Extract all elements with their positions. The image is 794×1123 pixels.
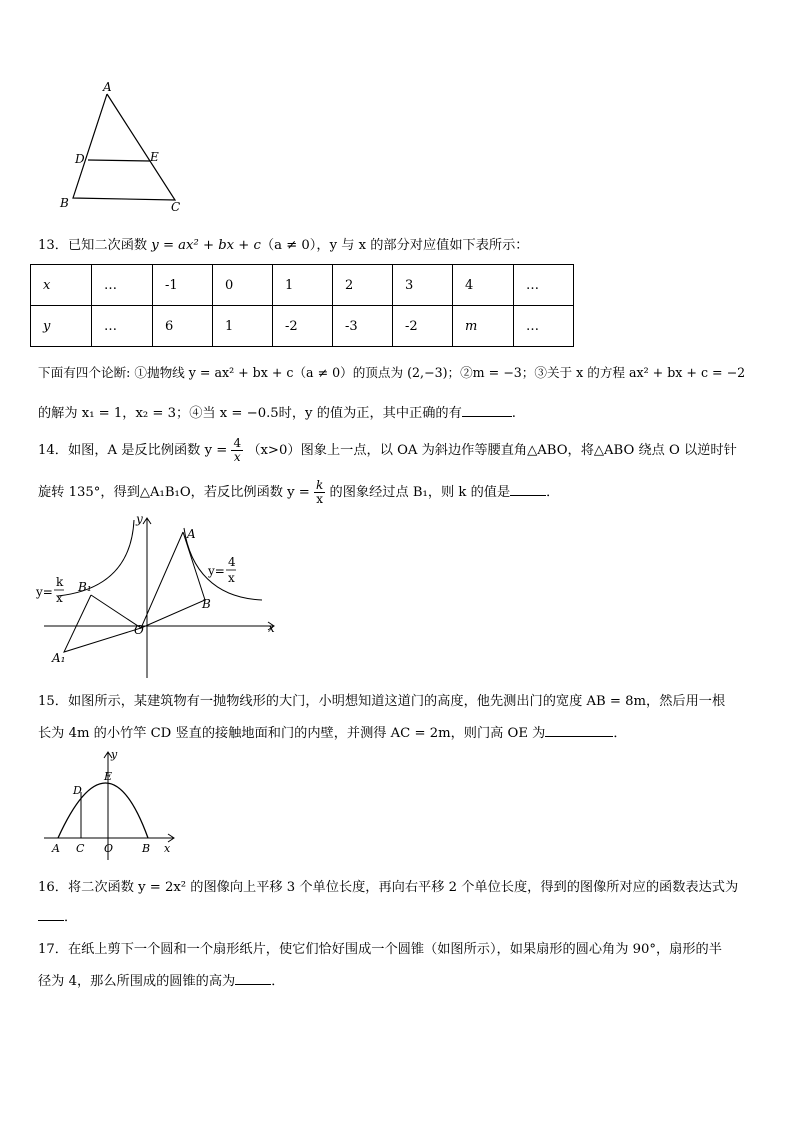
q15-line1: [38, 690, 725, 709]
table-cell: …: [92, 265, 153, 306]
value-table: [30, 264, 574, 347]
table-cell: …: [514, 306, 574, 347]
inverse-function-figure: [30, 510, 290, 682]
q13-stem: [38, 234, 528, 253]
table-row: [31, 265, 574, 306]
q16-number: 16．: [38, 880, 68, 895]
point-b-label: B: [142, 842, 151, 855]
table-cell: 4: [453, 265, 514, 306]
right-curve-label: y=: [208, 564, 225, 578]
q15-number: 15．: [38, 694, 68, 709]
point-c-label: C: [76, 842, 85, 855]
q13-cond: （a ≠ 0），: [260, 238, 330, 253]
q16-line2: [38, 906, 77, 925]
point-b-label: B: [202, 597, 211, 611]
frac-num: 4: [233, 436, 242, 450]
label-e: E: [150, 150, 159, 164]
q13-statements-line1: 下面有四个论断: ①抛物线 y = ax² + bx + c（a ≠ 0）的顶点为 (2,−3)；②m = −3；③关于 x 的方程 ax² + bx + c = −2: [38, 365, 746, 380]
answer-blank: [462, 405, 512, 417]
q14-line2-b: 的图象经过点 B₁，则 k 的值是: [329, 485, 511, 500]
q14-frac1: [231, 437, 243, 464]
table-cell: 1: [273, 265, 333, 306]
label-d: D: [75, 152, 85, 166]
table-cell: -2: [393, 306, 453, 347]
q17-line2-text: 径为 4，那么所围成的圆锥的高为: [38, 974, 236, 989]
q16-line2-end: ．: [64, 910, 78, 925]
q14-line2-end: ．: [546, 485, 560, 500]
q13-number: 13．: [38, 238, 68, 253]
answer-blank: [545, 725, 613, 737]
left-curve-label: y=: [36, 585, 53, 599]
table-cell: -3: [333, 306, 393, 347]
frac-den: x: [233, 450, 241, 464]
q14-line2: [38, 479, 559, 507]
axis-y-label: y: [111, 748, 118, 761]
q14-line1: [38, 437, 737, 465]
table-cell: 6: [153, 306, 213, 347]
table-cell: 0: [213, 265, 273, 306]
axis-x-label: x: [268, 621, 275, 635]
q13-statements-line2: [38, 402, 516, 421]
q15-line2: [38, 722, 627, 741]
table-cell: …: [92, 306, 153, 347]
q16-line1-text: 将二次函数 y = 2x² 的图像向上平移 3 个单位长度，再向右平移 2 个单位长度，得到的图像所对应的函数表达式为: [67, 880, 739, 895]
table-cell: 2: [333, 265, 393, 306]
point-o-label: O: [104, 842, 114, 855]
point-d-label: D: [73, 784, 82, 797]
q14-number: 14．: [38, 443, 68, 458]
q17-line2: [38, 970, 284, 989]
q14-line1-b: （x>0）图象上一点，以 OA 为斜边作等腰直角△ABO，将△ABO 绕点 O 以逆时针: [247, 443, 737, 458]
parabola-gate-figure: [40, 748, 180, 860]
point-e-label: E: [104, 770, 113, 783]
point-b1-label: B₁: [78, 580, 92, 594]
q17-number: 17．: [38, 942, 68, 957]
point-a1-label: A₁: [52, 651, 66, 665]
q14-frac2: [314, 479, 325, 506]
triangle-figure: [55, 78, 195, 218]
left-frac-den: x: [56, 591, 63, 605]
axis-x-label: x: [164, 842, 171, 855]
q17-line2-end: ．: [271, 974, 285, 989]
answer-blank: [510, 484, 546, 496]
q13-formula: y = ax² + bx + c: [151, 238, 261, 253]
q17-line1-text: 在纸上剪下一个圆和一个扇形纸片，使它们恰好围成一个圆锥（如图所示），如果扇形的圆心角为 90°，扇形的半: [67, 942, 722, 957]
q13-line3-end: .: [511, 406, 516, 421]
answer-blank: [235, 973, 271, 985]
q17-line1: [38, 938, 722, 957]
table-cell: -2: [273, 306, 333, 347]
q13-stem-a: 已知二次函数: [67, 238, 148, 253]
axis-y-label: y: [136, 512, 143, 526]
point-a-label: A: [187, 527, 196, 541]
table-cell: x: [31, 265, 92, 306]
q15-line2-end: ．: [613, 726, 627, 741]
point-a-label: A: [52, 842, 60, 855]
table-row: [31, 306, 574, 347]
q13-stem-b: y 与 x 的部分对应值如下表所示：: [329, 238, 529, 253]
frac-num: k: [316, 478, 324, 492]
table-cell: 3: [393, 265, 453, 306]
right-frac-num: 4: [228, 555, 236, 569]
right-frac-den: x: [228, 571, 235, 585]
table-cell: 1: [213, 306, 273, 347]
label-b: B: [60, 196, 69, 210]
q15-line2-text: 长为 4m 的小竹竿 CD 竖直的接触地面和门的内壁，并测得 AC = 2m，则门高 OE 为: [38, 726, 546, 741]
frac-den: x: [316, 492, 324, 506]
table-cell: …: [514, 265, 574, 306]
q15-line1-text: 如图所示，某建筑物有一抛物线形的大门，小明想知道这道门的高度，他先测出门的宽度 AB = 8m，然后用一根: [67, 694, 726, 709]
origin-label: O: [134, 623, 144, 637]
table-cell: y: [31, 306, 92, 347]
label-c: C: [171, 200, 181, 214]
q16-line1: [38, 876, 738, 895]
table-cell: m: [453, 306, 514, 347]
label-a: A: [103, 80, 112, 94]
left-frac-num: k: [56, 575, 64, 589]
q13-line3: 的解为 x₁ = 1，x₂ = 3；④当 x = −0.5时，y 的值为正，其中正确的有: [38, 406, 462, 421]
answer-blank: [38, 909, 64, 921]
table-cell: -1: [153, 265, 213, 306]
q14-line1-a: 如图，A 是反比例函数 y =: [67, 443, 228, 458]
q14-line2-a: 旋转 135°，得到△A₁B₁O，若反比例函数 y =: [38, 485, 310, 500]
